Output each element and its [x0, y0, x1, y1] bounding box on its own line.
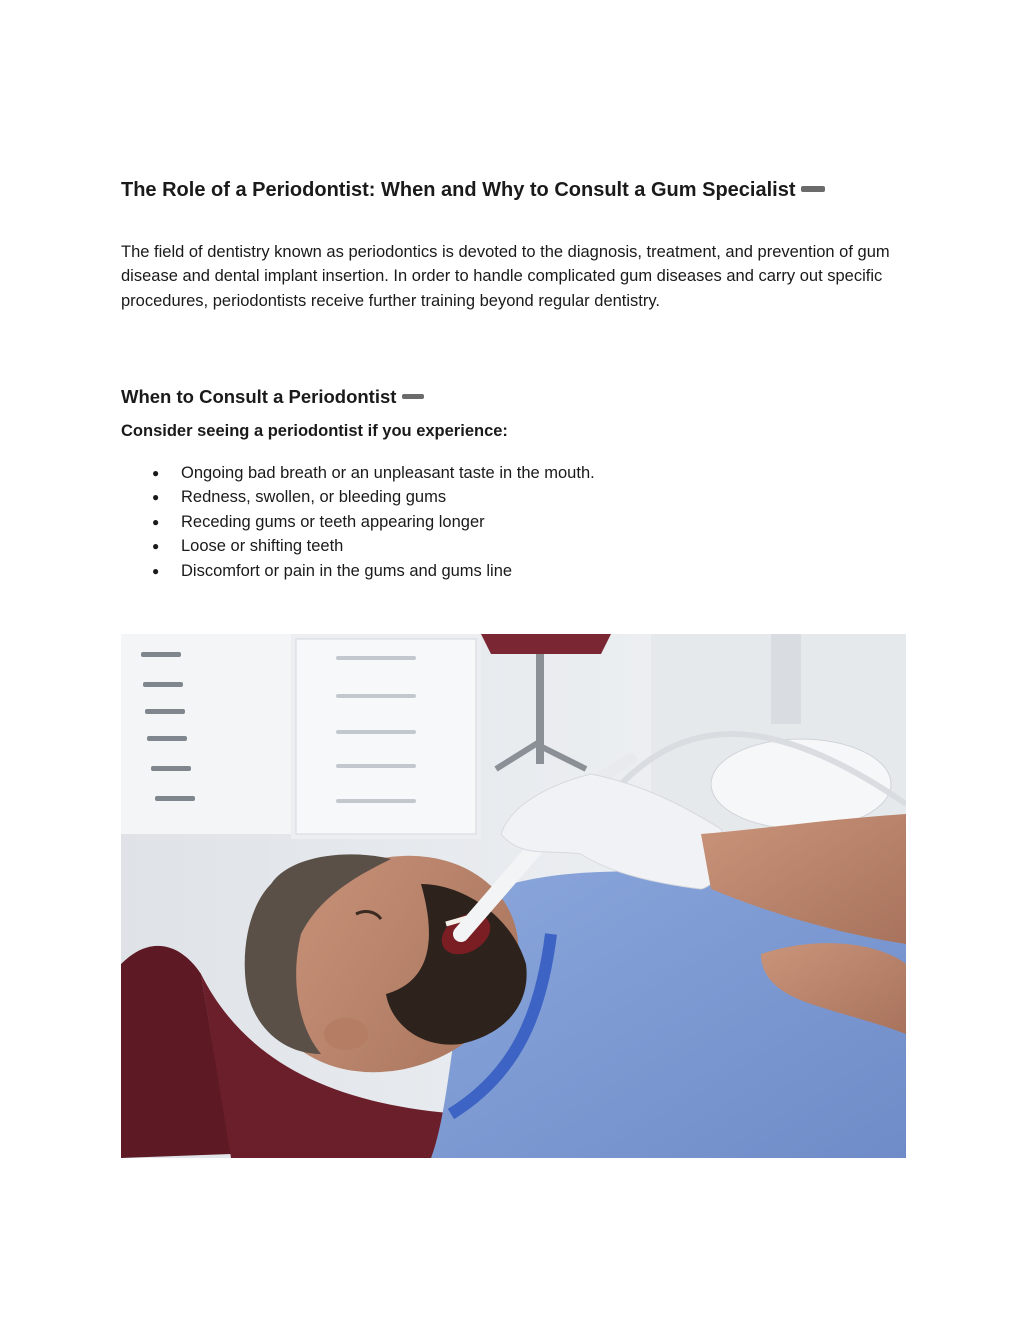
intro-paragraph: The field of dentistry known as periodontics is devoted to the diagnosis, treatment, and prevention of gum disease and dental implant insertion. In order to handle complicated gum diseases and carry out specific procedures, periodontists receive further training beyond regular dentistry.	[121, 243, 890, 310]
list-item: ● Ongoing bad breath or an unpleasant taste in the mouth.	[121, 461, 595, 485]
section-heading-text: When to Consult a Periodontist	[121, 386, 397, 407]
photo-illustration	[121, 634, 906, 1158]
page-title-text: The Role of a Periodontist: When and Why to Consult a Gum Specialist	[121, 179, 796, 201]
list-item: ● Discomfort or pain in the gums and gums line	[121, 559, 595, 583]
section-lead: Consider seeing a periodontist if you experience:	[121, 422, 508, 440]
list-item: ● Redness, swollen, or bleeding gums	[121, 485, 595, 509]
page-title	[121, 177, 825, 203]
dental-exam-photo	[121, 634, 906, 1158]
dash-icon	[402, 394, 424, 399]
list-item: ● Receding gums or teeth appearing longer	[121, 510, 595, 534]
list-item: ● Loose or shifting teeth	[121, 534, 595, 558]
dash-icon	[801, 186, 825, 192]
symptom-list	[121, 461, 595, 583]
section-heading	[121, 385, 424, 409]
